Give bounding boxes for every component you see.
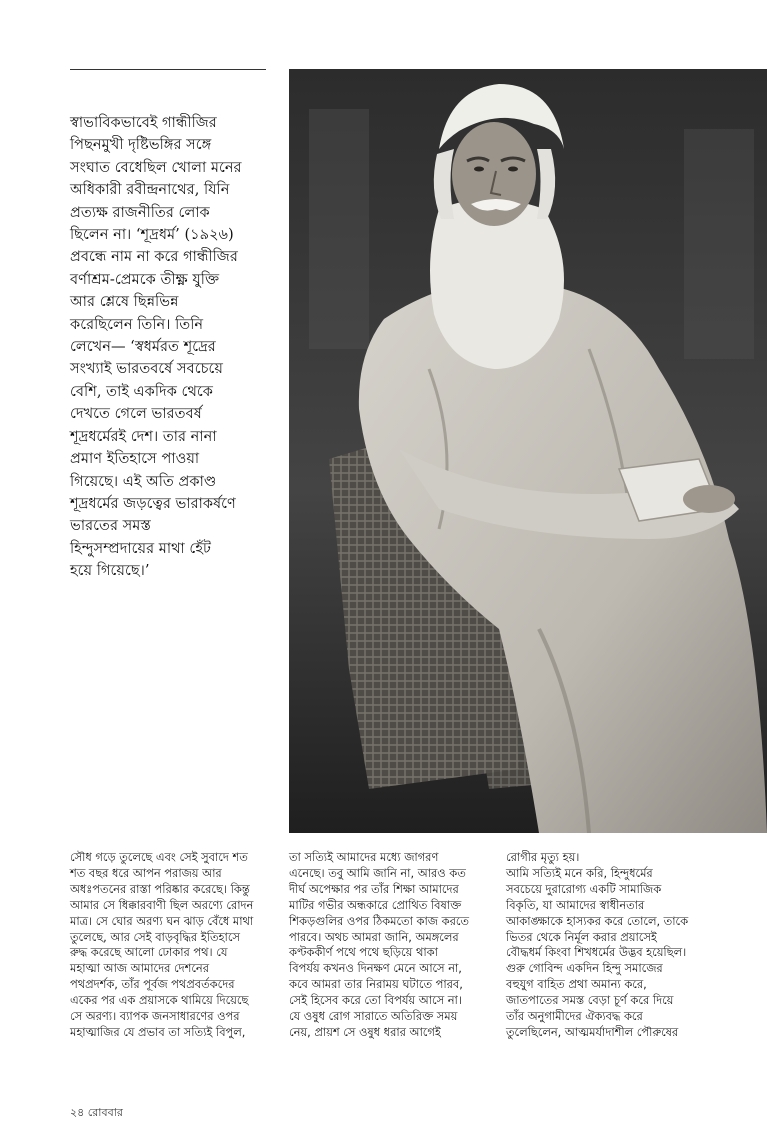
portrait-photo (289, 69, 767, 833)
body-column-2: তা সত্যিই আমাদের মধ্যে জাগরণ এনেছে। তবু আমি জানি না, আরও কত দীর্ঘ অপেক্ষার পর তাঁর শিক্ষা আমাদের মাটির গভীর অন্ধকারে প্রোথিত বিষাক্ত শিকড়গুলির ওপর ঠিকমতো কাজ করতে পারবে। অথচ আমরা জানি, অমঙ্গলের কণ্টককীর্ণ পথে পথে ছড়িয়ে থাকা বিপর্যয় কখনও দিনক্ষণ মেনে আসে না, কবে আমরা তার নিরাময় ঘটাতে পারব, সেই হিসেব করে তো বিপর্যয় আসে না। যে ওষুধ রোগ সারাতে অতিরিক্ত সময় নেয়, প্রায়শ সে ওষুধ ধরার আগেই (289, 850, 469, 1039)
body-column-3: রোগীর মৃত্যু হয়। আমি সত্যিই মনে করি, হিন্দুধর্মের সবচেয়ে দুরারোগ্য একটি সামাজিক বিকৃতি, যা আমাদের স্বাধীনতার আকাঙ্ক্ষাকে হাস্যকর করে তোলে, তাকে ভিতর থেকে নির্মূল করার প্রয়াসেই বৌদ্ধধর্ম কিংবা শিখধর্মের উদ্ভব হয়েছিল। গুরু গোবিন্দ একদিন হিন্দু সমাজের বহুযুগ বাহিত প্রথা অমান্য করে, জাতপাতের সমস্ত বেড়া চূর্ণ করে দিয়ে তাঁর অনুগামীদের ঐক্যবদ্ধ করে তুলেছিলেন, আত্মমর্যাদাশীল পৌরুষের (506, 850, 689, 1039)
body-column-1: সৌধ গড়ে তুলেছে এবং সেই সুবাদে শত শত বছর ধরে আপন পরাজয় আর অধঃপতনের রাস্তা পরিষ্কার করেছে। কিন্তু আমার সে ধিক্কারবাণী ছিল অরণ্যে রোদন মাত্র। সে ঘোর অরণ্য ঘন ঝাড় বেঁধে মাথা তুলেছে, আর সেই বাড়বৃদ্ধির ইতিহাসে রুদ্ধ করেছে আলো ঢোকার পথ। যে মহাত্মা আজ আমাদের দেশনের পথপ্রদর্শক, তাঁর পূর্বজ পথপ্রবর্তকদের একের পর এক প্রয়াসকে থামিয়ে দিয়েছে সে অরণ্য। ব্যাপক জনসাধারণের ওপর মহাত্মাজির যে প্রভাব তা সত্যিই বিপুল, (70, 850, 254, 1039)
page-folio: ২৪ রোববার (70, 1106, 123, 1119)
portrait-illustration (289, 69, 767, 833)
pull-quote: স্বাভাবিকভাবেই গান্ধীজির পিছনমুখী দৃষ্টিভঙ্গির সঙ্গে সংঘাত বেধেছিল খোলা মনের অধিকারী রবীন্দ্রনাথের, যিনি প্রত্যক্ষ রাজনীতির লোক ছিলেন না। ‘শূদ্রধর্ম’ (১৯২৬) প্রবন্ধে নাম না করে গান্ধীজির বর্ণাশ্রম-প্রেমকে তীক্ষ্ণ যুক্তি আর শ্লেষে ছিন্নভিন্ন করেছিলেন তিনি। তিনি লেখেন— ‘স্বধর্মরত শূদ্রের সংখ্যাই ভারতবর্ষে সবচেয়ে বেশি, তাই একদিক থেকে দেখতে গেলে ভারতবর্ষ শূদ্রধর্মেরই দেশ। তার নানা প্রমাণ ইতিহাসে পাওয়া গিয়েছে। এই অতি প্রকাণ্ড শূদ্রধর্মের জড়ত্বের ভারাকর্ষণে ভারতের সমস্ত হিন্দুসম্প্রদায়ের মাথা হেঁট হয়ে গিয়েছে।’ (70, 114, 242, 580)
top-rule (70, 69, 266, 70)
face (452, 122, 536, 226)
